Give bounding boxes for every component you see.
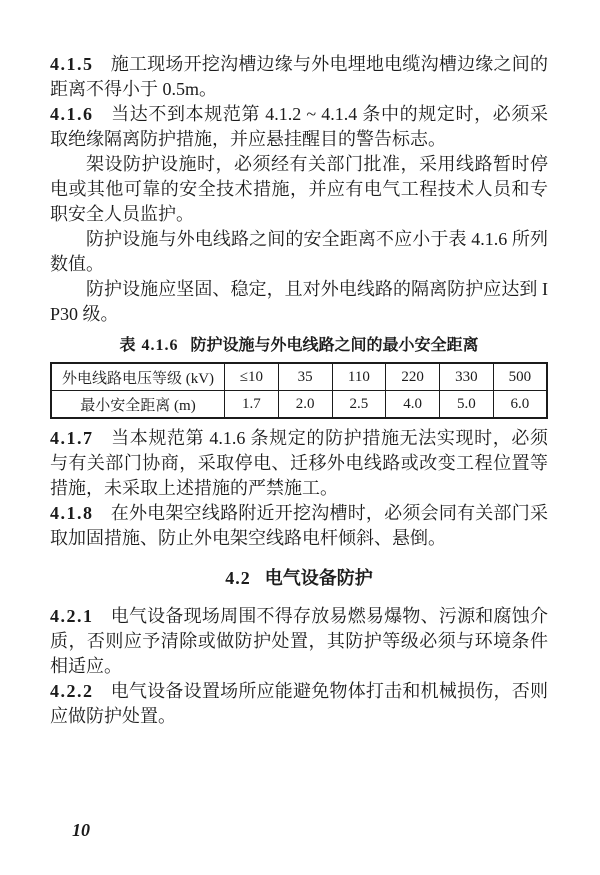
clause-4-1-7 (50, 426, 548, 501)
clause-number: 4.1.8 (50, 503, 94, 523)
voltage-cell: 110 (332, 363, 386, 391)
row-header-voltage: 外电线路电压等级 (kV) (51, 363, 225, 391)
clause-4-1-6 (50, 102, 548, 152)
table-row-distance (51, 391, 547, 419)
distance-cell: 2.0 (278, 391, 332, 419)
clause-text: 在外电架空线路附近开挖沟槽时，必须会同有关部门采取加固措施、防止外电架空线路电杆倾斜、悬倒。 (50, 503, 548, 548)
spacer (50, 419, 548, 426)
safety-distance-table (50, 362, 548, 419)
voltage-cell: ≤10 (225, 363, 279, 391)
clause-4-2-1 (50, 604, 548, 679)
section-number: 4.2 (225, 568, 251, 588)
section-heading-4-2 (50, 566, 548, 591)
clause-4-1-5 (50, 52, 548, 102)
distance-cell: 4.0 (386, 391, 440, 419)
clause-text: 当本规范第 4.1.6 条规定的防护措施无法实现时，必须与有关部门协商，采取停电、迁移外电线路或改变工程位置等措施，未采取上述措施的严禁施工。 (50, 428, 548, 498)
voltage-cell: 500 (493, 363, 547, 391)
table-caption-title: 防护设施与外电线路之间的最小安全距离 (190, 337, 479, 354)
distance-cell: 1.7 (225, 391, 279, 419)
distance-cell: 6.0 (493, 391, 547, 419)
clause-text: 电气设备现场周围不得存放易燃易爆物、污源和腐蚀介质，否则应予清除或做防护处置，其防护等级必须与环境条件相适应。 (50, 606, 548, 676)
distance-cell: 5.0 (440, 391, 494, 419)
table-caption-label: 表 4.1.6 (119, 337, 179, 354)
voltage-cell: 330 (440, 363, 494, 391)
clause-number: 4.2.2 (50, 681, 94, 701)
row-header-distance: 最小安全距离 (m) (51, 391, 225, 419)
table-caption (50, 335, 548, 357)
clause-number: 4.2.1 (50, 606, 94, 626)
clause-text: 电气设备设置场所应能避免物体打击和机械损伤，否则应做防护处置。 (50, 681, 548, 726)
clause-number: 4.1.5 (50, 54, 94, 74)
table-row-voltage (51, 363, 547, 391)
voltage-cell: 220 (386, 363, 440, 391)
clause-text: 施工现场开挖沟槽边缘与外电埋地电缆沟槽边缘之间的距离不得小于 0.5m。 (50, 54, 548, 99)
clause-text: 当达不到本规范第 4.1.2 ~ 4.1.4 条中的规定时，必须采取绝缘隔离防护措施，并应悬挂醒目的警告标志。 (50, 104, 548, 149)
page-number: 10 (72, 820, 90, 840)
clause-4-2-2 (50, 679, 548, 729)
clause-number: 4.1.6 (50, 104, 94, 124)
paragraph: 防护设施与外电线路之间的安全距离不应小于表 4.1.6 所列数值。 (50, 229, 548, 274)
paragraph: 防护设施应坚固、稳定，且对外电线路的隔离防护应达到 IP30 级。 (50, 279, 548, 324)
distance-cell: 2.5 (332, 391, 386, 419)
clause-number: 4.1.7 (50, 428, 94, 448)
clause-4-1-8 (50, 501, 548, 551)
paragraph: 架设防护设施时，必须经有关部门批准，采用线路暂时停电或其他可靠的安全技术措施，并应有电气工程技术人员和专职安全人员监护。 (50, 154, 548, 224)
section-title: 电气设备防护 (264, 568, 373, 588)
voltage-cell: 35 (278, 363, 332, 391)
